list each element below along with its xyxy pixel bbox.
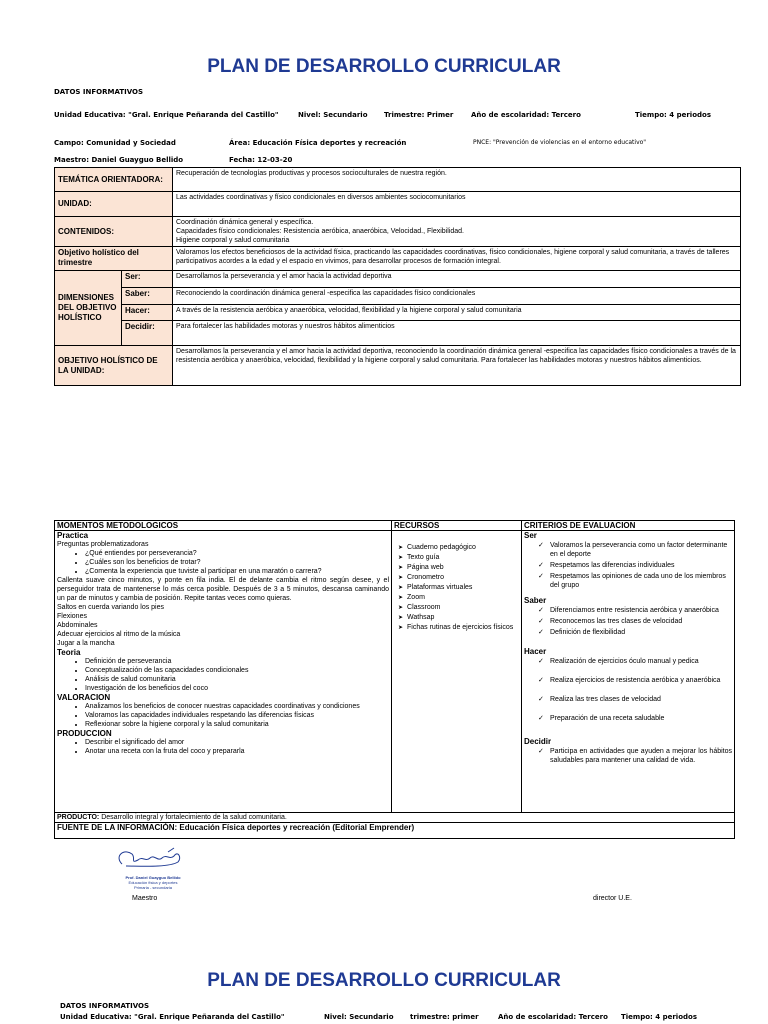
signature-sub2: Primaria - secundaria [133, 885, 172, 890]
crit-ser-list [524, 541, 732, 590]
contenido-line: Higiene corporal y salud comunitaria [176, 237, 290, 244]
crit-decidir-heading: Decidir [524, 737, 552, 746]
list-item: ✓ Preparación de una receta saludable [550, 714, 732, 723]
producto-value: Desarrollo integral y fortalecimiento de la salud comunitaria. [101, 814, 287, 821]
list-item: • Análisis de salud comunitaria [85, 675, 389, 684]
objetivo-unidad-label: OBJETIVO HOLÍSTICO DE LA UNIDAD: [55, 346, 173, 386]
fuente-row: FUENTE DE LA INFORMACIÓN: Educación Física deportes y recreación (Editorial Emprender) [55, 823, 735, 839]
teoria-list [57, 657, 389, 693]
maestro-caption: Maestro [132, 895, 158, 902]
practica-line: Saltos en cuerda variando los pies [57, 604, 165, 611]
producto-label: PRODUCTO: [57, 814, 100, 821]
criterios-header: CRITERIOS DE EVALUACION [522, 521, 735, 531]
teacher-signature [108, 846, 198, 888]
saber-value: Reconociendo la coordinación dinámica general -especifica las capacidades físico condicionales [173, 288, 741, 305]
list-item: • Valoramos las capacidades individuales respetando las diferencias físicas [85, 711, 389, 720]
momentos-header: MOMENTOS METODOLOGICOS [55, 521, 392, 531]
page-title: PLAN DE DESARROLLO CURRICULAR [207, 56, 561, 77]
list-item: ✓ Valoramos la perseverancia como un factor determinante en el deporte [550, 541, 732, 559]
unidad-label: UNIDAD: [55, 192, 173, 217]
list-item: • ¿Qué entiendes por perseverancia? [85, 549, 389, 558]
list-item: ✓ Definición de flexibilidad [550, 628, 732, 637]
objetivo-trimestre-value: Valoramos los efectos beneficiosos de la actividad física, practicando las capacidades coordinativas, físico condicionales, higiene corporal y salud comunitaria, a través de talleres participativos acordes a la edad y el espacio en vivimos, para desarrollar procesos de formación integral. [173, 247, 741, 271]
recursos-header: RECURSOS [392, 521, 522, 531]
list-item: ✓ Realización de ejercicios óculo manual y pedica [550, 657, 732, 666]
unidad-educativa: Unidad Educativa: "Gral. Enrique Peñaranda del Castillo" [54, 111, 279, 119]
list-item: ➤ Texto guía [410, 553, 519, 563]
teoria-heading: Teoria [57, 648, 81, 657]
list-item: • ¿Comenta la experiencia que tuviste al participar en una maratón o carrera? [85, 567, 389, 576]
momentos-table [54, 520, 735, 839]
crit-hacer-list [524, 657, 732, 723]
pnce: PNCE: "Prevención de violencias en el entorno educativo" [473, 139, 647, 146]
producto-row [55, 813, 735, 823]
list-item: ➤ Página web [410, 563, 519, 573]
signature-scribble-icon [108, 846, 198, 872]
crit-saber-heading: Saber [524, 596, 547, 605]
saber-label: Saber: [122, 288, 173, 305]
list-item: ➤ Zoom [410, 593, 519, 603]
recursos-cell [392, 531, 522, 813]
maestro: Maestro: Daniel Guayguo Bellido [54, 156, 184, 164]
anio-escolaridad: Año de escolaridad: Tercero [471, 111, 581, 119]
contenido-line: Capacidades físico condicionales: Resistencia aeróbica, anaeróbica, Velocidad., Flexibilidad. [176, 228, 464, 235]
list-item: • Analizamos los beneficios de conocer nuestras capacidades coordinativas y condiciones [85, 702, 389, 711]
crit-saber-list [524, 606, 732, 637]
dimensiones-label: DIMENSIONES DEL OBJETIVO HOLÍSTICO [55, 271, 122, 346]
hacer-label: Hacer: [122, 305, 173, 321]
list-item: • ¿Cuáles son los beneficios de trotar? [85, 558, 389, 567]
plan-table [54, 167, 741, 386]
preguntas-heading: Preguntas problematizadoras [57, 541, 149, 548]
tematica-label: TEMÁTICA ORIENTADORA: [55, 168, 173, 192]
ser-label: Ser: [122, 271, 173, 288]
list-item: ➤ Fichas rutinas de ejercicios físicos [410, 623, 519, 633]
decidir-value: Para fortalecer las habilidades motoras y nuestros hábitos alimenticios [173, 321, 741, 346]
area: Área: Educación Física deportes y recreación [229, 139, 407, 147]
page2-nivel: Nivel: Secundario [324, 1013, 394, 1021]
list-item: ➤ Cronometro [410, 573, 519, 583]
preguntas-list [57, 549, 389, 576]
page2-datos: DATOS INFORMATIVOS [60, 1002, 149, 1010]
list-item: • Describir el significado del amor [85, 738, 389, 747]
list-item: ✓ Diferenciamos entre resistencia aeróbica y anaeróbica [550, 606, 732, 615]
page2-tiempo: Tiempo: 4 periodos [621, 1013, 697, 1021]
produccion-heading: PRODUCCION [57, 729, 112, 738]
list-item: ✓ Respetamos las opiniones de cada uno de los miembros del grupo [550, 572, 732, 590]
trimestre: Trimestre: Primer [384, 111, 454, 119]
list-item: ➤ Plataformas virtuales [410, 583, 519, 593]
crit-ser-heading: Ser [524, 531, 537, 540]
page2-title: PLAN DE DESARROLLO CURRICULAR [207, 970, 561, 991]
practica-paragraph: Callenta suave cinco minutos, y ponte en fila india. El de delante cambia el ritmo según desee, y el perseguidor trata de mantenerse lo más cerca posible. Después de 3 a 5 minutos, descansa caminando un par de minutos y cambia de posición. Repite tantas veces como quieras. [57, 577, 389, 602]
list-item: • Investigación de los beneficios del coco [85, 684, 389, 693]
list-item: • Conceptualización de las capacidades condicionales [85, 666, 389, 675]
recursos-list [394, 543, 519, 633]
unidad-value: Las actividades coordinativas y físico condicionales en diversos ambientes sociocomunitarios [173, 192, 741, 217]
list-item: ✓ Participa en actividades que ayuden a mejorar los hábitos saludables para mantener una calidad de vida. [550, 747, 732, 765]
list-item: ✓ Realiza ejercicios de resistencia aeróbica y anaeróbica [550, 676, 732, 685]
tematica-value: Recuperación de tecnologías productivas y procesos socioculturales de nuestra región. [173, 168, 741, 192]
practica-heading: Practica [57, 531, 89, 540]
list-item: ➤ Wathsap [410, 613, 519, 623]
practica-line: Adecuar ejercicios al ritmo de la música [57, 631, 181, 638]
nivel: Nivel: Secundario [298, 111, 368, 119]
valoracion-heading: VALORACION [57, 693, 111, 702]
ser-value: Desarrollamos la perseverancia y el amor hacia la actividad deportiva [173, 271, 741, 288]
list-item: ✓ Reconocemos las tres clases de velocidad [550, 617, 732, 626]
signature-name: Prof. Daniel Guayguo Bellido [125, 875, 181, 880]
list-item: ➤ Cuaderno pedagógico [410, 543, 519, 553]
page2-unidad: Unidad Educativa: "Gral. Enrique Peñaranda del Castillo" [60, 1013, 285, 1021]
hacer-value: A través de la resistencia aeróbica y anaeróbica, velocidad, flexibilidad y la higiene corporal y salud comunitaria [173, 305, 741, 321]
director-caption: director U.E. [593, 895, 632, 902]
list-item: • Definición de perseverancia [85, 657, 389, 666]
tiempo: Tiempo: 4 periodos [635, 111, 711, 119]
list-item: ➤ Classroom [410, 603, 519, 613]
crit-hacer-heading: Hacer [524, 647, 547, 656]
objetivo-trimestre-label: Objetivo holístico del trimestre [55, 247, 173, 271]
contenidos-label: CONTENIDOS: [55, 217, 173, 247]
fecha: Fecha: 12-03-20 [229, 156, 293, 164]
datos-informativos-heading: DATOS INFORMATIVOS [54, 88, 143, 96]
list-item: ✓ Realiza las tres clases de velocidad [550, 695, 732, 704]
decidir-label: Decidir: [122, 321, 173, 346]
crit-decidir-list [524, 747, 732, 765]
practica-line: Jugar a la mancha [57, 640, 115, 647]
campo: Campo: Comunidad y Sociedad [54, 139, 176, 147]
list-item: ✓ Respetamos las diferencias individuales [550, 561, 732, 570]
practica-line: Flexiones [57, 613, 87, 620]
momentos-cell [55, 531, 392, 813]
page2-trimestre: trimestre: primer [410, 1013, 479, 1021]
list-item: • Reflexionar sobre la higiene corporal y la salud comunitaria [85, 720, 389, 729]
produccion-list [57, 738, 389, 756]
signature-sub1: Educación física y deportes [128, 880, 178, 885]
practica-line: Abdominales [57, 622, 98, 629]
valoracion-list [57, 702, 389, 729]
contenidos-value [173, 217, 741, 247]
criterios-cell [522, 531, 735, 813]
page2-anio: Año de escolaridad: Tercero [498, 1013, 608, 1021]
list-item: • Anotar una receta con la fruta del coco y prepararla [85, 747, 389, 756]
contenido-line: Coordinación dinámica general y específica. [176, 219, 314, 226]
objetivo-unidad-value: Desarrollamos la perseverancia y el amor hacia la actividad deportiva, reconociendo la coordinación dinámica general -especifica las capacidades físico condicionales a través de la resistencia aeróbica y anaeróbica, velocidad, flexibilidad y la higiene corporal y salud comunitaria. Para fortalecer las habilidades motoras y nuestros hábitos alimenticios. [173, 346, 741, 386]
